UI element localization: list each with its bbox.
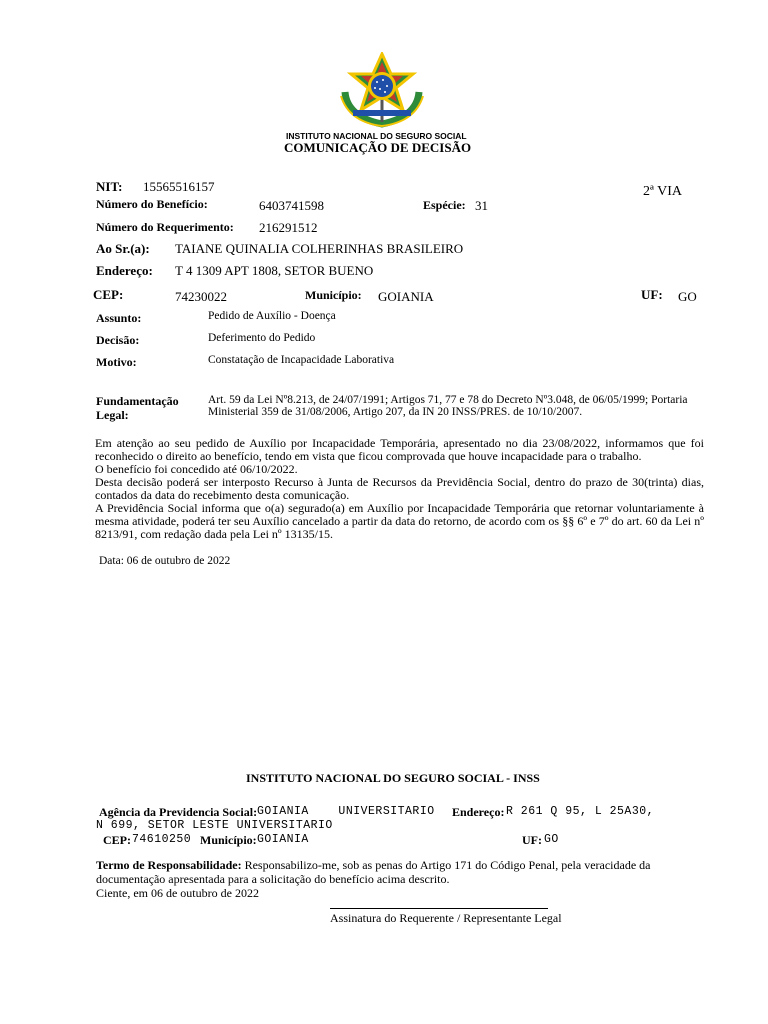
municipio-label: Município:	[305, 288, 362, 302]
decisao-value: Deferimento do Pedido	[208, 332, 316, 344]
header-institute: INSTITUTO NACIONAL DO SEGURO SOCIAL	[286, 131, 467, 141]
footer-endereco-label: Endereço:	[452, 805, 505, 819]
decisao-label: Decisão:	[96, 333, 140, 347]
cep-label: CEP:	[93, 287, 124, 302]
footer-cep-label: CEP:	[103, 833, 131, 847]
termo-text-2: documentação apresentada para a solicitação do benefício acima descrito.	[96, 872, 450, 886]
beneficio-label: Número do Benefício:	[96, 197, 208, 211]
body-paragraph-4: A Previdência Social informa que o(a) segurado(a) em Auxílio por Incapacidade Temporária que retornar voluntariamente à mesma atividade, poderá ter seu Auxílio cancelado a partir da data do retorno, de acordo com os §§ 6º e 7º do art. 60 da Lei nº 8213/91, com redação dada pela Lei nº 13135/15.	[95, 501, 704, 541]
footer-uf-label: UF:	[522, 833, 542, 847]
body-paragraph-2: O benefício foi concedido até 06/10/2022.	[95, 462, 298, 476]
termo-line-1	[96, 858, 651, 873]
termo-text-1: Responsabilizo-me, sob as penas do Artigo 171 do Código Penal, pela veracidade da	[244, 858, 651, 872]
body-text	[95, 437, 704, 541]
motivo-value: Constatação de Incapacidade Laborativa	[208, 354, 395, 366]
ciente-date: Ciente, em 06 de outubro de 2022	[96, 886, 259, 900]
decision-date: Data: 06 de outubro de 2022	[99, 555, 231, 567]
footer-endereco-value-1: R 261 Q 95, L 25A30,	[506, 805, 655, 818]
endereco-label: Endereço:	[96, 263, 153, 278]
body-paragraph-1: Em atenção ao seu pedido de Auxílio por Incapacidade Temporária, apresentado no dia 23/08/2022, informamos que foi reconhecido o direito ao benefício, tendo em vista que ficou comprovada que houve incapacidade para o trabalho.	[95, 436, 704, 463]
assunto-label: Assunto:	[96, 311, 142, 325]
motivo-label: Motivo:	[96, 355, 137, 369]
requerimento-value: 216291512	[259, 220, 318, 235]
signature-line	[330, 908, 548, 909]
footer-cep-value: 74610250	[132, 833, 192, 846]
uf-value: GO	[678, 289, 697, 304]
assunto-value: Pedido de Auxílio - Doença	[208, 310, 336, 322]
ao-sr-label: Ao Sr.(a):	[96, 241, 150, 256]
fundamentacao-label-1: Fundamentação	[96, 394, 179, 408]
footer-endereco-value-2: N 699, SETOR LESTE UNIVERSITARIO	[96, 819, 333, 832]
footer-institute: INSTITUTO NACIONAL DO SEGURO SOCIAL - INSS	[246, 771, 540, 785]
fundamentacao-label-2: Legal:	[96, 408, 129, 422]
footer-municipio-label: Município:	[200, 833, 257, 847]
footer-uf-value: GO	[544, 833, 559, 846]
brazil-coat-of-arms-icon	[325, 52, 439, 128]
termo-label: Termo de Responsabilidade:	[96, 858, 242, 872]
body-paragraph-3: Desta decisão poderá ser interposto Recurso à Junta de Recursos da Previdência Social, dentro do prazo de 30(trinta) dias, contados da data do recebimento desta comunicação.	[95, 475, 704, 502]
nit-label: NIT:	[96, 179, 123, 194]
nit-value: 15565516157	[143, 179, 215, 194]
uf-label: UF:	[641, 287, 663, 302]
cep-value: 74230022	[175, 289, 227, 304]
agencia-label: Agência da Previdencia Social:	[99, 805, 258, 819]
especie-value: 31	[475, 198, 488, 213]
signature-caption: Assinatura do Requerente / Representante Legal	[330, 911, 562, 925]
via-indicator: 2ª VIA	[643, 184, 682, 199]
footer-municipio-value: GOIANIA	[257, 833, 309, 846]
requerimento-label: Número do Requerimento:	[96, 220, 234, 234]
page-title: COMUNICAÇÃO DE DECISÃO	[284, 140, 472, 155]
municipio-value: GOIANIA	[378, 289, 434, 304]
ao-sr-value: TAIANE QUINALIA COLHERINHAS BRASILEIRO	[175, 241, 464, 256]
endereco-value: T 4 1309 APT 1808, SETOR BUENO	[175, 263, 374, 278]
fundamentacao-value: Art. 59 da Lei Nº8.213, de 24/07/1991; Artigos 71, 77 e 78 do Decreto Nº3.048, de 06/05/1999; Portaria Ministerial 359 de 31/08/2006, Artigo 207, da IN 20 INSS/PRES. de 10/10/2007.	[208, 394, 688, 418]
especie-label: Espécie:	[423, 198, 466, 212]
beneficio-value: 6403741598	[259, 198, 324, 213]
agencia-value: GOIANIA UNIVERSITARIO	[257, 805, 435, 818]
